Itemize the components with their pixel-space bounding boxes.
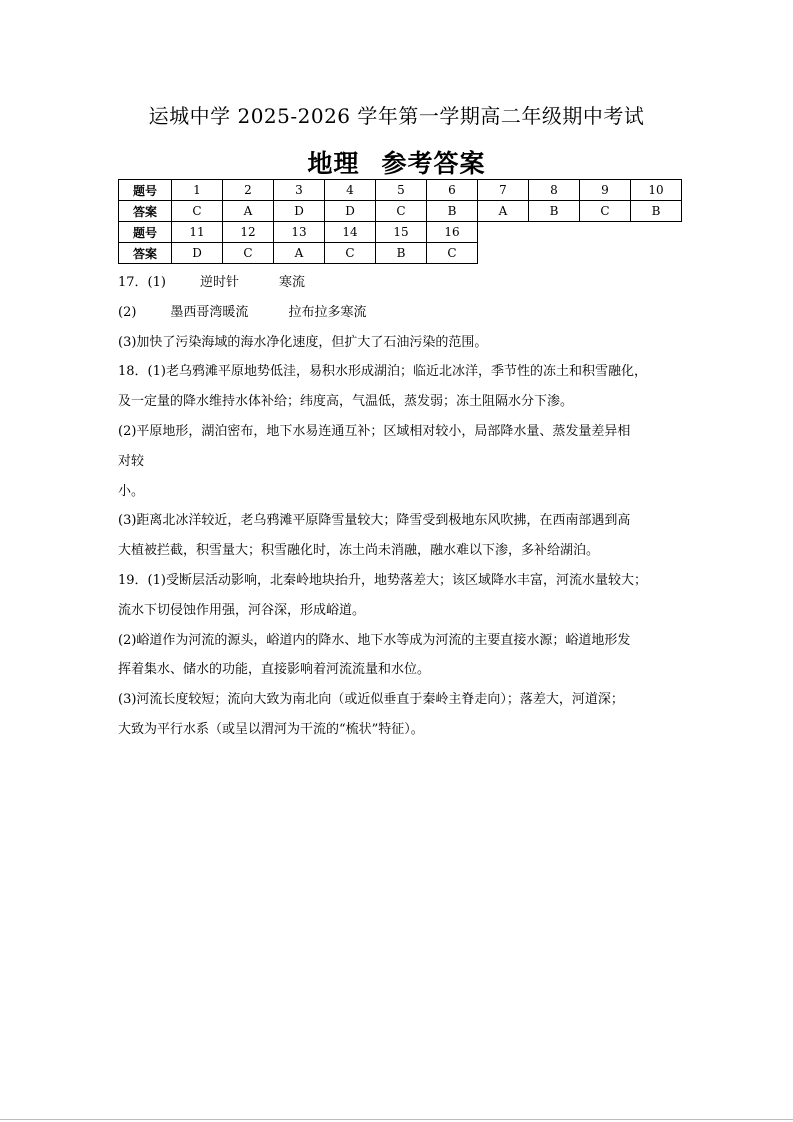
question-number-cell: 15	[376, 222, 427, 243]
answer-cell: A	[274, 243, 325, 264]
q19-line: (3)河流长度较短；流向大致为南北向（或近似垂直于秦岭主脊走向）；落差大，河道深；	[118, 692, 624, 708]
answer-cell: A	[478, 201, 529, 222]
q18-line: 小。	[118, 483, 145, 499]
q18-line: 对较	[118, 453, 145, 469]
exam-title: 运城中学 2025-2026 学年第一学期高二年级期中考试	[148, 104, 645, 128]
answer-key-title	[0, 144, 793, 180]
q17-part3: (3)加快了污染海域的海水净化速度，但扩大了石油污染的范围。	[118, 334, 488, 350]
q19-line: 流水下切侵蚀作用强，河谷深，形成峪道。	[118, 602, 366, 618]
row-label-answer: 答案	[119, 201, 172, 222]
answer-cell: C	[376, 201, 427, 222]
question-number-cell: 16	[427, 222, 478, 243]
answer-cell: D	[274, 201, 325, 222]
question-number-cell: 13	[274, 222, 325, 243]
row-label-number: 题号	[119, 180, 172, 201]
question-number-cell: 5	[376, 180, 427, 201]
q19-line: 挥着集水、储水的功能，直接影响着河流流量和水位。	[118, 662, 431, 678]
answer-cell: C	[223, 243, 274, 264]
question-number-row	[119, 222, 682, 243]
answer-cell: C	[580, 201, 631, 222]
question-number-cell: 10	[631, 180, 682, 201]
q18-line: 及一定量的降水维持水体补给；纬度高，气温低，蒸发弱；冻土阻隔水分下渗。	[118, 394, 574, 410]
answer-table	[118, 179, 682, 264]
answer-cell: B	[529, 201, 580, 222]
answer-cell: B	[376, 243, 427, 264]
question-number-cell: 4	[325, 180, 376, 201]
question-number-cell: 2	[223, 180, 274, 201]
q17-part2: (2) 墨西哥湾暖流 拉布拉多寒流	[118, 304, 367, 320]
answer-cell: B	[427, 201, 478, 222]
question-number-row	[119, 180, 682, 201]
q18-line: 18．(1)老乌鸦滩平原地势低洼，易积水形成湖泊；临近北冰洋，季节性的冻土和积雪融化，	[118, 364, 647, 380]
answer-cell: D	[325, 201, 376, 222]
question-number-cell: 7	[478, 180, 529, 201]
question-number-cell: 12	[223, 222, 274, 243]
answer-key-label: 参考答案	[381, 149, 486, 178]
answer-text	[118, 268, 678, 745]
answer-cell: B	[631, 201, 682, 222]
answer-cell: C	[172, 201, 223, 222]
q18-line: (2)平原地形，湖泊密布，地下水易连通互补；区域相对较小，局部降水量、蒸发量差异相	[118, 423, 631, 439]
row-label-number: 题号	[119, 222, 172, 243]
subject-name: 地理	[307, 149, 360, 178]
q19-line: 19．(1)受断层活动影响，北秦岭地块抬升，地势落差大；该区域降水丰富，河流水量较大；	[118, 572, 647, 588]
q18-line: 大植被拦截，积雪量大；积雪融化时，冻土尚未消融，融水难以下渗，多补给湖泊。	[118, 543, 600, 559]
question-number-cell: 3	[274, 180, 325, 201]
question-number-cell: 6	[427, 180, 478, 201]
q17-part1: 17．(1) 逆时针 寒流	[118, 275, 305, 290]
question-number-cell: 1	[172, 180, 223, 201]
answer-cell: A	[223, 201, 274, 222]
q19-line: (2)峪道作为河流的源头，峪道内的降水、地下水等成为河流的主要直接水源；峪道地形发	[118, 632, 631, 648]
answer-cell: C	[427, 243, 478, 264]
answer-cell: C	[325, 243, 376, 264]
page-bottom-rule	[0, 1119, 793, 1120]
answer-row	[119, 201, 682, 222]
q19-line: 大致为平行水系（或呈以渭河为干流的“梳状”特征）。	[118, 721, 424, 737]
row-label-answer: 答案	[119, 243, 172, 264]
answer-cell: D	[172, 243, 223, 264]
question-number-cell: 9	[580, 180, 631, 201]
question-number-cell: 11	[172, 222, 223, 243]
question-number-cell: 14	[325, 222, 376, 243]
answer-row	[119, 243, 682, 264]
q18-line: (3)距离北冰洋较近，老乌鸦滩平原降雪量较大；降雪受到极地东风吹拂，在西南部遇到高	[118, 513, 631, 529]
question-number-cell: 8	[529, 180, 580, 201]
